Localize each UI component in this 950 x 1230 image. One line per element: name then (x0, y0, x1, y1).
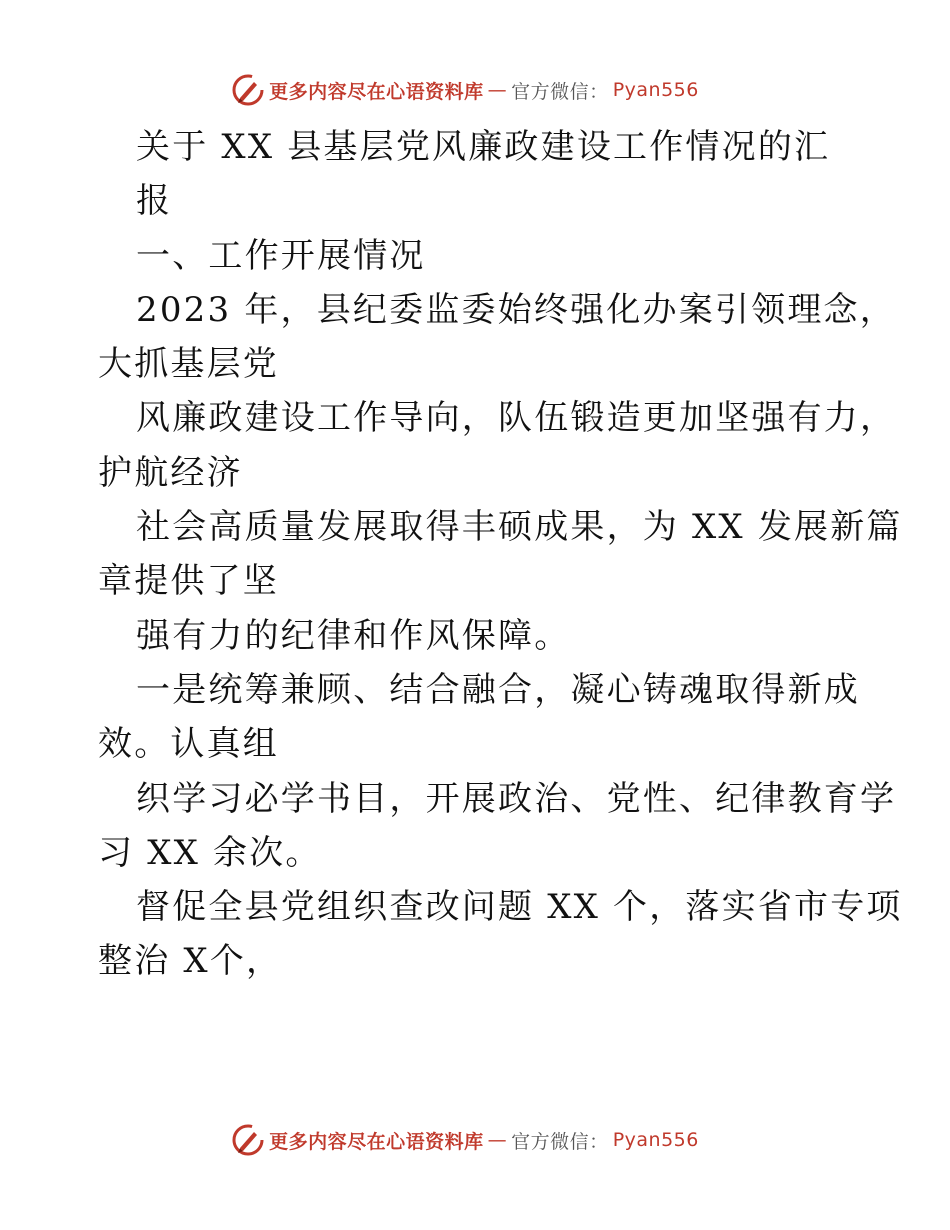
watermark-sub-text: 官方微信： (511, 1130, 609, 1153)
document-body (98, 120, 903, 989)
paragraph-line: 风廉政建设工作导向，队伍锻造更加坚强有力， (136, 398, 897, 439)
doc-title-line-1: 关于 XX 县基层党风廉政建设工作情况的汇 (136, 127, 831, 167)
pen-logo-icon (231, 73, 265, 107)
watermark-sub-text: 官方微信： (511, 80, 609, 103)
paragraph-line: 整治 X个， (98, 941, 283, 982)
paragraph-line: 社会高质量发展取得丰硕成果，为 XX 发展新篇 (136, 507, 903, 548)
doc-title-line-2: 报 (136, 181, 173, 222)
paragraph-line: 效。认真组 (98, 724, 279, 765)
watermark-group (231, 1123, 699, 1157)
footer-watermark (0, 1120, 950, 1160)
paragraph-line: 护航经济 (98, 452, 243, 493)
paragraph-line: 2023 年，县纪委监委始终强化办案引领理念， (136, 289, 896, 330)
paragraph-line: 一是统筹兼顾、结合融合，凝心铸魂取得新成 (136, 669, 860, 710)
paragraph-line: 习 XX 余次。 (98, 832, 322, 873)
watermark-main-text: 更多内容尽在心语资料库 (269, 80, 484, 103)
paragraph-line: 章提供了坚 (98, 561, 279, 602)
paragraph-line: 织学习必学书目，开展政治、党性、纪律教育学 (136, 778, 897, 819)
watermark-dash: — (487, 79, 508, 101)
paragraph-line: 大抓基层党 (98, 344, 279, 385)
paragraph-line: 强有力的纪律和作风保障。 (136, 615, 571, 656)
watermark-wechat-id: Pyan556 (612, 79, 699, 101)
watermark-dash: — (487, 1129, 508, 1151)
pen-logo-icon (231, 1123, 265, 1157)
section-heading: 一、工作开展情况 (136, 235, 426, 276)
watermark-main-text: 更多内容尽在心语资料库 (269, 1130, 484, 1153)
watermark-group (231, 73, 699, 107)
header-watermark (0, 70, 950, 110)
paragraph-line: 督促全县党组织查改问题 XX 个，落实省市专项 (136, 887, 903, 928)
watermark-wechat-id: Pyan556 (612, 1129, 699, 1151)
